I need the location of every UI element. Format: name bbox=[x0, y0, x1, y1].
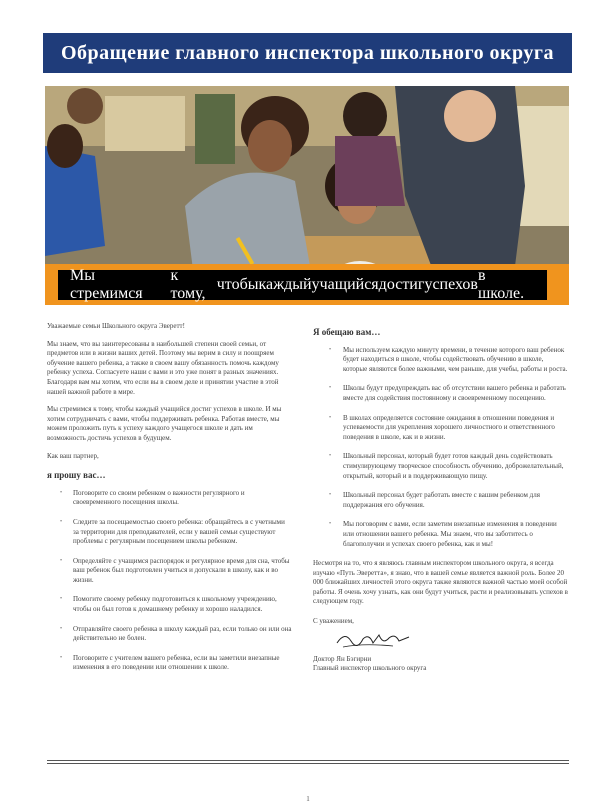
list-item: • Школы будут предупреждать вас об отсутствии вашего ребенка и работать вместе для содействия постоянному и своевременному посещению. bbox=[329, 384, 566, 402]
left-column bbox=[47, 322, 292, 683]
closing-text: Как ваш партнер, bbox=[47, 451, 99, 460]
header-word: школьного bbox=[379, 41, 485, 64]
header-word: главного bbox=[175, 41, 260, 64]
page-header bbox=[43, 33, 572, 73]
salutation: Уважаемые семьи Школьного округа Эверетт! bbox=[47, 322, 185, 330]
list-item: • Отправляйте своего ребенка в школу каждый раз, если только он или она действительно не болен. bbox=[60, 624, 292, 643]
signer-title: Главный инспектор школьного округа bbox=[313, 664, 427, 673]
banner-word: в школе. bbox=[477, 267, 525, 302]
bullet-icon: • bbox=[329, 346, 332, 353]
footer-divider bbox=[47, 763, 569, 764]
promise-list bbox=[313, 346, 569, 550]
list-item: • Следите за посещаемостью своего ребенка: обращайтесь в с учетными за территории для преподавателей, если у вашей семьи существуют проблемы с регулярным посещением школы ребенком. bbox=[60, 517, 285, 546]
list-item: • Мы поговорим с вами, если заметим внезапные изменения в поведении или отношении вашего ребенка. Мы знаем, что вы заботитесь о благополучии и успехах своего ребенка, как и мы! bbox=[329, 520, 557, 548]
list-item: • Поговорите с учителем вашего ребенка, если вы заметили внезапные изменения в его поведении или отношении к школе. bbox=[60, 653, 280, 672]
list-item: • В школах определяется состояние ожидания в отношении поведения и успеваемости для укрепления хорошего личностного и ответственного поведения в школе, как и в жизни. bbox=[329, 413, 555, 441]
list-item: • Школьный персонал, который будет готов каждый день содействовать стимулирующему творческое способность обучению, доброжелательный, открытый, который и в поддерживающую пищу. bbox=[329, 452, 564, 480]
banner-word: Мы стремимся bbox=[70, 267, 143, 302]
mission-banner bbox=[58, 267, 547, 302]
bullet-icon: • bbox=[60, 489, 63, 496]
bullet-icon: • bbox=[329, 414, 332, 421]
regards-text: С уважением, bbox=[313, 617, 354, 626]
section-heading: Я обещаю вам… bbox=[313, 327, 381, 337]
list-item: • Школьный персонал будет работать вместе с вашим ребенком для поддержания его обучения. bbox=[329, 491, 540, 509]
signature-block bbox=[313, 617, 569, 674]
list-item: • Поговорите со своим ребенком о важности регулярного и своевременного посещения школы. bbox=[60, 488, 245, 507]
signer-name: Доктор Ян Бэгирни bbox=[313, 654, 372, 663]
right-column bbox=[313, 328, 569, 674]
header-word: Обращение bbox=[61, 41, 170, 64]
bullet-icon: • bbox=[329, 521, 332, 528]
header-word: округа bbox=[489, 41, 554, 64]
request-list bbox=[47, 489, 292, 673]
list-item: • Определяйте с учащимся распорядок и регулярное время для сна, чтобы ваш ребенок был подготовлен учиться и допускали в школу, как и во жизни. bbox=[60, 556, 290, 584]
signature-image bbox=[333, 629, 413, 651]
banner-word: успехов bbox=[424, 276, 478, 293]
header-word: инспектора bbox=[264, 41, 375, 64]
banner-word: чтобы bbox=[216, 276, 259, 293]
page-number: 1 bbox=[306, 795, 310, 803]
banner-word: каждый bbox=[258, 276, 312, 293]
list-item: • Мы используем каждую минуту времени, в течение которого ваш ребенок будет находиться в школе, чтобы содействовать обучению в школе, которые являются более важными, чем раньше, для учебы, работы и роста. bbox=[329, 345, 568, 373]
bullet-icon: • bbox=[60, 518, 63, 525]
banner-word: достиг bbox=[378, 276, 425, 293]
list-item: • Помогите своему ребенку подготовиться к школьному учреждению, чтобы он был готов к домашнему ребенку и хорошо наладился. bbox=[60, 595, 277, 614]
bullet-icon: • bbox=[60, 596, 63, 603]
letter-paragraph: Мы знаем, что вы заинтересованы в наибольшей степени своей семьи, от предметов или в жизни ваших детей. Поэтому мы верим в силу и поощряем обучение вашего ребенка, а также в своем вашу обязанность помочь каждому ребенку успеха. Согласуете наши с вами и это уже понят в разных значениях. Благодаря вам мы хотим, что если вы в своем деле и принятии участие в этой нашей важной работе в мире. bbox=[47, 339, 279, 396]
bullet-icon: • bbox=[60, 625, 63, 632]
banner-word: к тому, bbox=[170, 267, 206, 302]
letter-paragraph: Мы стремимся к тому, чтобы каждый учащийся достиг успехов в школе. И мы хотим сотрудничать с вами, чтобы поддерживать ребенка. Работая вместе, мы можем проложить путь к успеху каждого учащегося школе и дать им возможность достичь успехов в будущем. bbox=[47, 405, 282, 442]
letter-paragraph: Несмотря на то, что я являюсь главным инспектором школьного округа, я всегда изучаю «Путь Эверетта», я знаю, что в вашей семье является важной роль. Более 20 000 ближайших личностей этого округа также являются важной частью моей особой работы. Я очень хочу узнать, как они будут учиться, расти и реализовывать успехов в следующем году. bbox=[313, 559, 568, 606]
bullet-icon: • bbox=[60, 654, 63, 661]
footer-divider bbox=[47, 760, 569, 761]
section-heading: я прошу вас… bbox=[47, 470, 106, 481]
bullet-icon: • bbox=[60, 557, 63, 564]
bullet-icon: • bbox=[329, 385, 332, 392]
bullet-icon: • bbox=[329, 453, 332, 460]
bullet-icon: • bbox=[329, 492, 332, 499]
banner-word: учащийся bbox=[311, 276, 379, 293]
